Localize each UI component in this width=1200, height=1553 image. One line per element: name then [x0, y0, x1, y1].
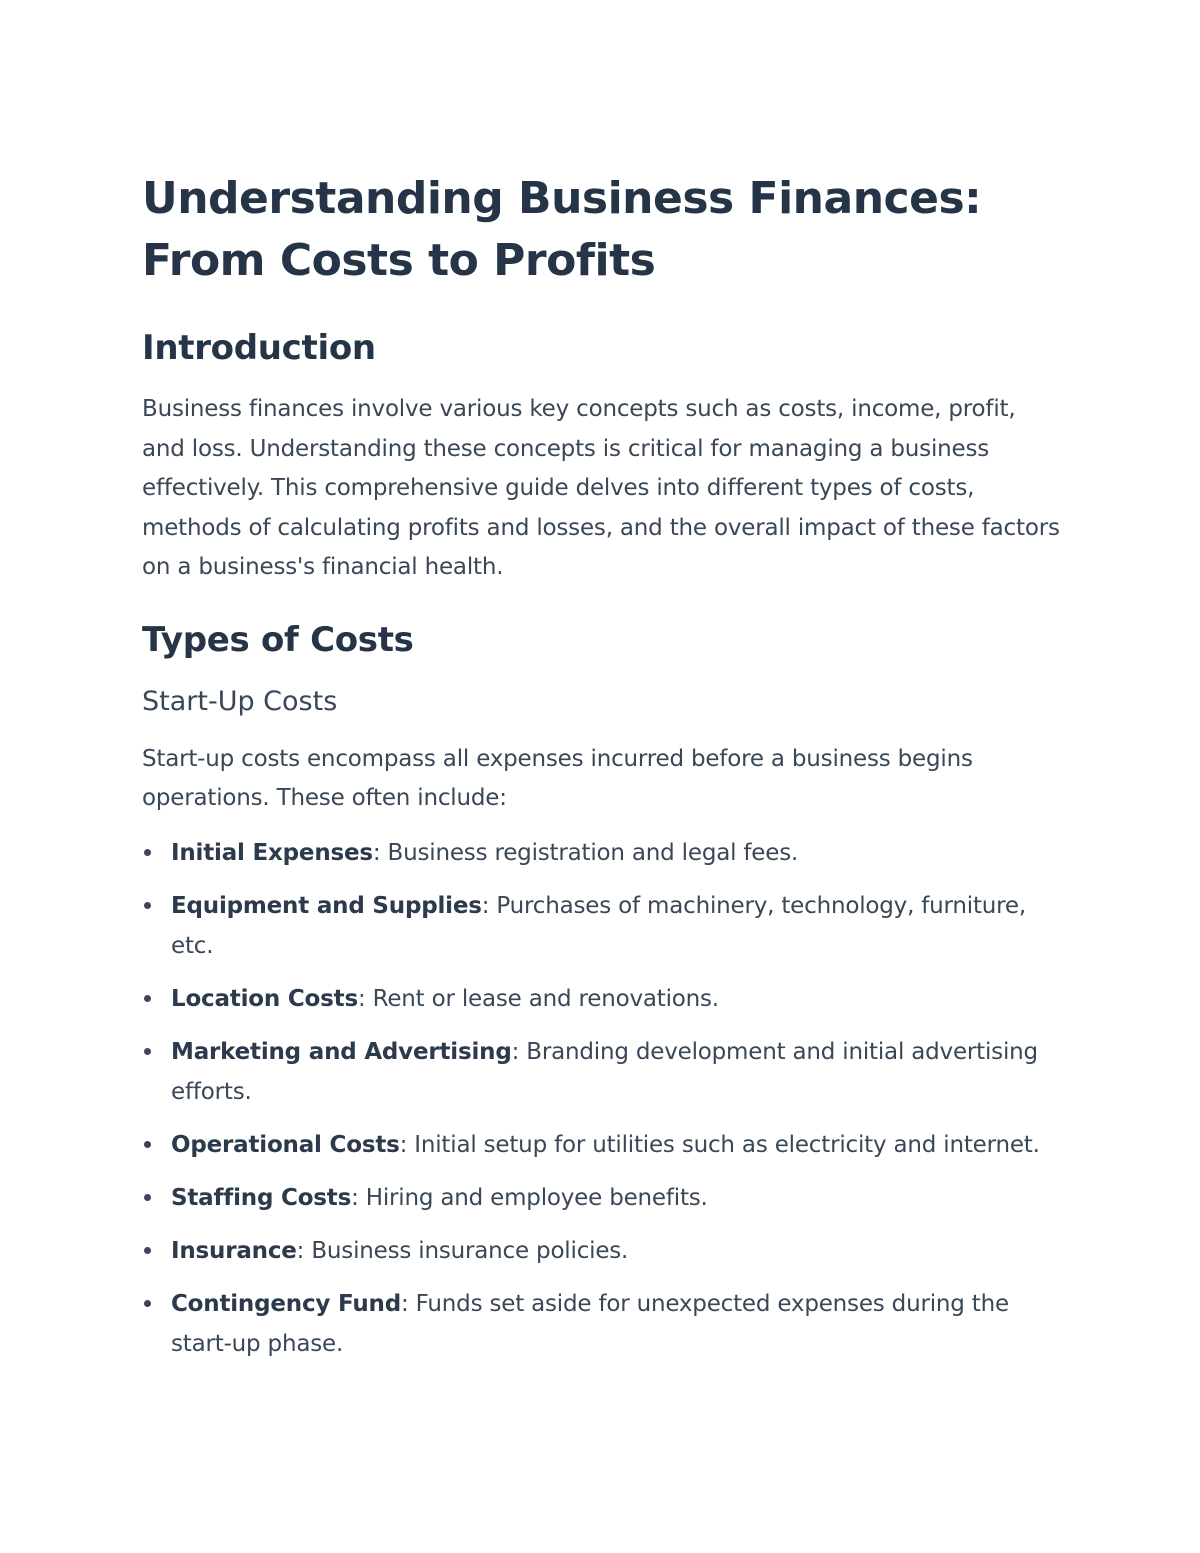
list-item — [142, 1231, 1062, 1271]
list-item-separator: : — [481, 892, 497, 919]
list-item-separator: : — [296, 1237, 312, 1264]
list-item — [142, 979, 1062, 1019]
list-item-description: Hiring and employee benefits. — [365, 1184, 708, 1211]
bullet-icon — [144, 1300, 151, 1307]
list-item-description: Purchases of machinery, technology, furniture, etc. — [171, 892, 1026, 959]
bullet-icon — [144, 1048, 151, 1055]
list-item-description: Business registration and legal fees. — [387, 839, 799, 866]
list-item — [142, 833, 1062, 873]
list-item-separator: : — [511, 1038, 527, 1065]
document-page — [142, 168, 1062, 1377]
list-item-description: Business insurance policies. — [311, 1237, 629, 1264]
list-item-term: Insurance — [171, 1237, 297, 1264]
list-item — [142, 886, 1062, 966]
list-item — [142, 1032, 1062, 1112]
list-item-term: Equipment and Supplies — [171, 892, 482, 919]
list-item-separator: : — [400, 1290, 416, 1317]
list-item-term: Initial Expenses — [171, 839, 373, 866]
list-item-term: Location Costs — [171, 985, 358, 1012]
list-item — [142, 1178, 1062, 1218]
list-item-separator: : — [399, 1131, 415, 1158]
startup-costs-list — [142, 833, 1062, 1364]
list-item-term: Marketing and Advertising — [171, 1038, 512, 1065]
bullet-icon — [144, 849, 151, 856]
list-item-term: Operational Costs — [171, 1131, 400, 1158]
list-item-separator: : — [357, 985, 373, 1012]
list-item-term: Staffing Costs — [171, 1184, 352, 1211]
introduction-heading: Introduction — [142, 328, 376, 368]
bullet-icon — [144, 1141, 151, 1148]
list-item — [142, 1284, 1062, 1364]
list-item-description: Funds set aside for unexpected expenses during the start-up phase. — [171, 1290, 1009, 1357]
list-item-description: Branding development and initial advertising efforts. — [171, 1038, 1038, 1105]
list-item-separator: : — [351, 1184, 366, 1211]
list-item-description: Initial setup for utilities such as electricity and internet. — [414, 1131, 1040, 1158]
list-item-separator: : — [372, 839, 388, 866]
bullet-icon — [144, 1194, 151, 1201]
list-item-description: Rent or lease and renovations. — [372, 985, 719, 1012]
startup-costs-subheading: Start-Up Costs — [142, 685, 338, 717]
bullet-icon — [144, 1247, 151, 1254]
introduction-paragraph: Business finances involve various key concepts such as costs, income, profit, and loss. Understanding these concepts is critical for managing a business effectively. This comprehensive guide delves into different types of costs, methods of calculating profits and losses, and the overall impact of these factors on a business's financial health. — [142, 396, 1060, 580]
list-item-term: Contingency Fund — [171, 1290, 401, 1317]
bullet-icon — [144, 902, 151, 909]
bullet-icon — [144, 995, 151, 1002]
startup-costs-paragraph: Start-up costs encompass all expenses incurred before a business begins operations. These often include: — [142, 745, 973, 811]
types-of-costs-heading: Types of Costs — [142, 619, 414, 660]
list-item — [142, 1125, 1062, 1165]
document-title: Understanding Business Finances: From Costs to Profits — [142, 173, 982, 286]
